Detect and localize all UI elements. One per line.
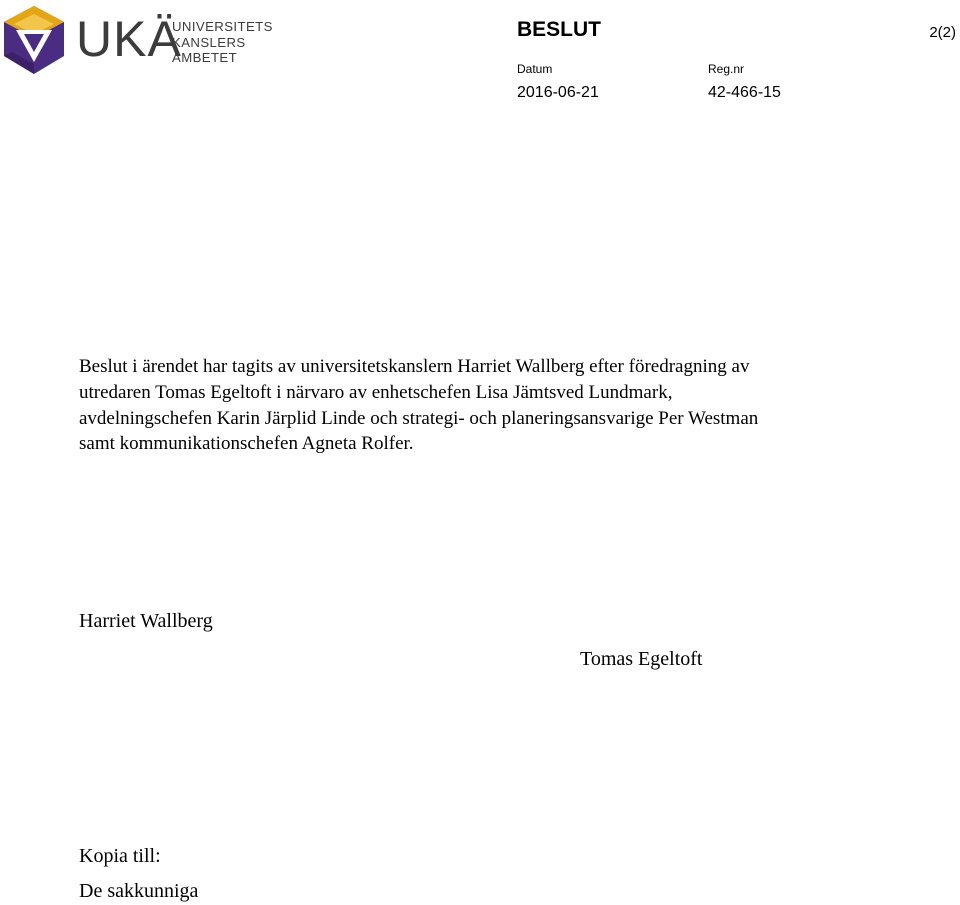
signature-tomas-egeltoft: Tomas Egeltoft — [580, 648, 703, 670]
copy-label: Kopia till: — [79, 845, 161, 867]
uka-logo — [2, 4, 273, 76]
reg-value: 42-466-15 — [708, 84, 781, 101]
decision-paragraph — [79, 354, 909, 457]
signature-harriet-wallberg: Harriet Wallberg — [79, 610, 213, 632]
paragraph-line: utredaren Tomas Egeltoft i närvaro av enhetschefen Lisa Jämtsved Lundmark, — [79, 381, 673, 403]
page-number: 2(2) — [929, 24, 956, 41]
uka-emblem-icon — [2, 4, 66, 76]
copy-recipient: De sakkunniga — [79, 880, 199, 902]
paragraph-line: avdelningschefen Karin Järplid Linde och strategi- och planeringsansvarige Per Westman — [79, 407, 759, 429]
date-value: 2016-06-21 — [517, 84, 599, 101]
reg-label: Reg.nr — [708, 62, 745, 76]
date-label: Datum — [517, 62, 553, 76]
logo-line-1: UNIVERSITETS — [172, 19, 273, 34]
document-type: BESLUT — [517, 18, 601, 41]
logo-line-2: KANSLERS — [172, 34, 246, 50]
logo-line-3: ÄMBETET — [172, 50, 238, 65]
logo-wordmark: UKÄ — [76, 11, 182, 67]
paragraph-line: samt kommunikationschefen Agneta Rolfer. — [79, 433, 414, 455]
logo-text — [172, 19, 273, 66]
paragraph-line: Beslut i ärendet har tagits av universitetskanslern Harriet Wallberg efter föredragning av — [79, 356, 750, 377]
